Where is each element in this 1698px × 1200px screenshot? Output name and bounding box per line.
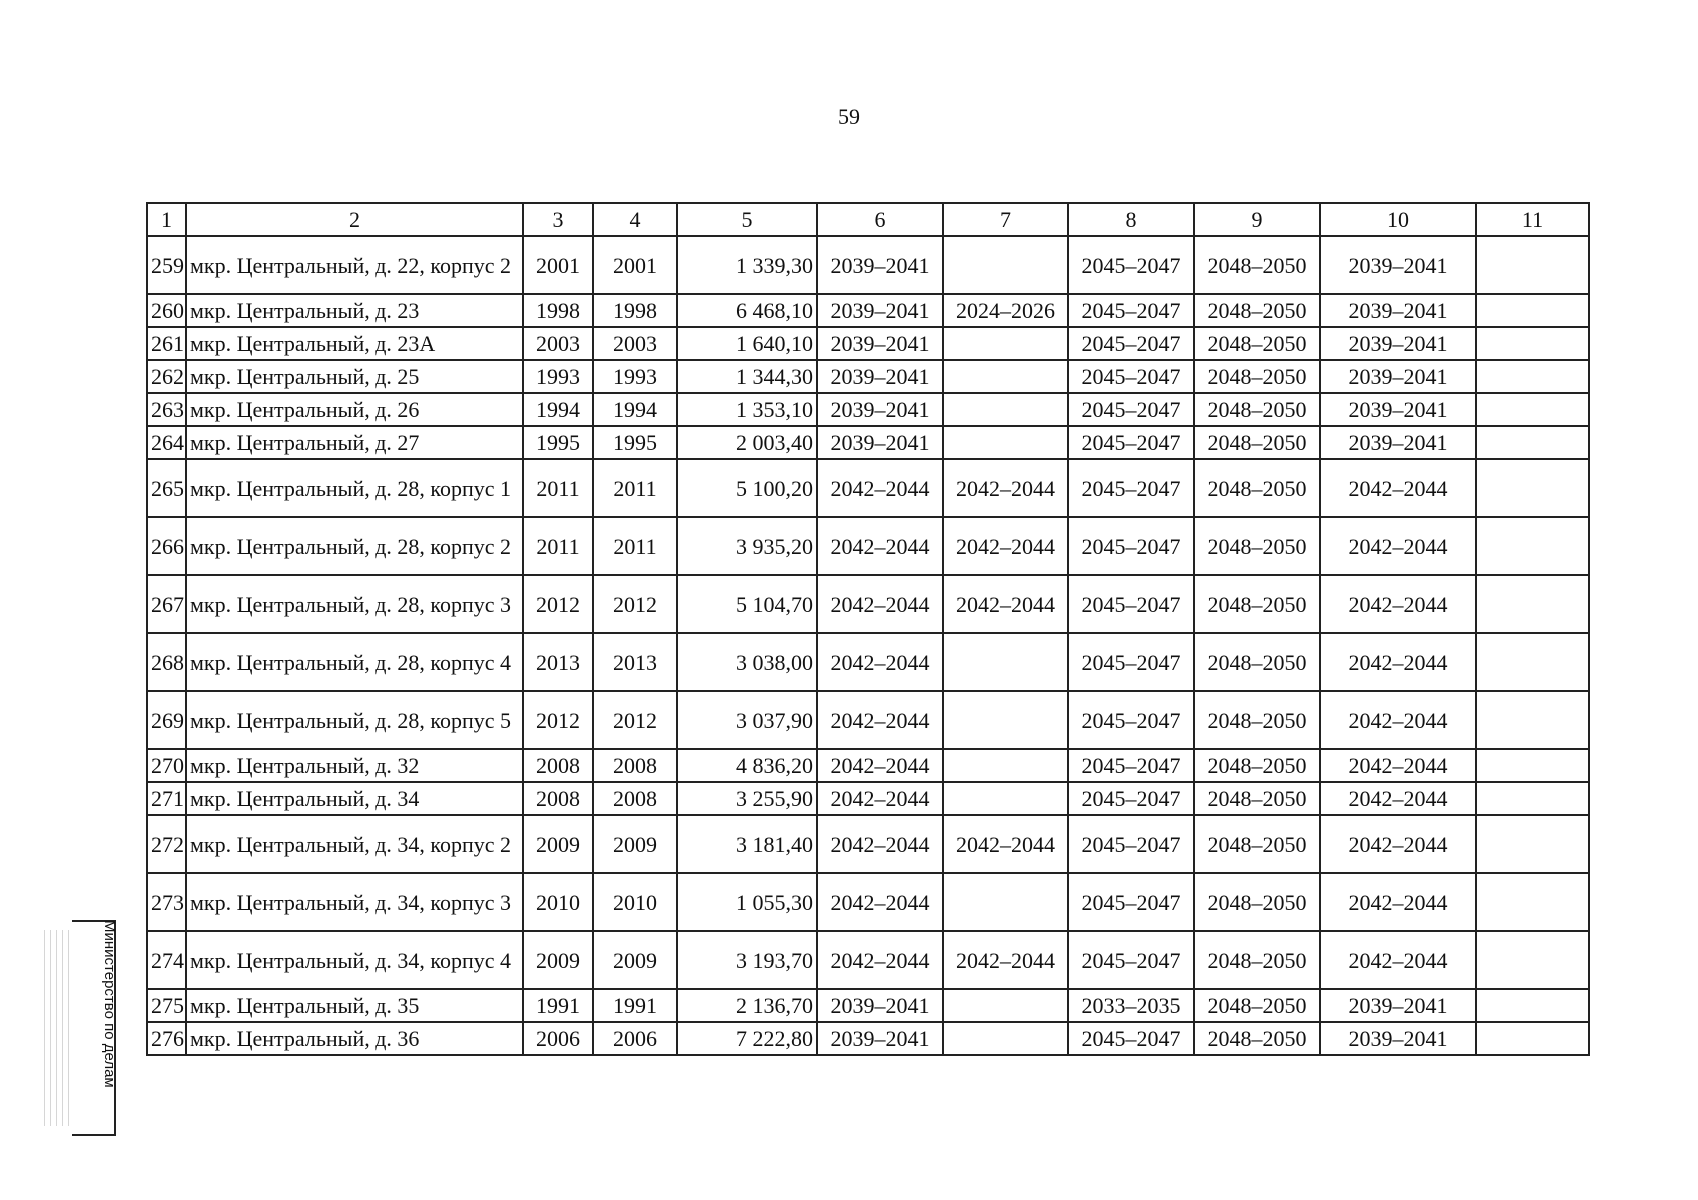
table-row [147, 782, 1589, 815]
col4-year-cell: 1994 [593, 393, 677, 426]
col11-cell [1476, 931, 1589, 989]
col3-year-cell: 2013 [523, 633, 593, 691]
col9-period-cell: 2048–2050 [1194, 327, 1320, 360]
col4-year-cell: 2001 [593, 236, 677, 294]
col8-period-cell: 2045–2047 [1068, 327, 1194, 360]
area-cell: 7 222,80 [677, 1022, 817, 1055]
col7-period-cell [943, 989, 1068, 1022]
header-cell: 5 [677, 203, 817, 236]
col4-year-cell: 1993 [593, 360, 677, 393]
col3-year-cell: 2009 [523, 931, 593, 989]
col7-period-cell [943, 691, 1068, 749]
col3-year-cell: 1991 [523, 989, 593, 1022]
col6-period-cell: 2042–2044 [817, 691, 943, 749]
row-number-cell: 267 [147, 575, 186, 633]
col7-period-cell: 2042–2044 [943, 517, 1068, 575]
col10-period-cell: 2042–2044 [1320, 459, 1476, 517]
col8-period-cell: 2045–2047 [1068, 691, 1194, 749]
address-cell: мкр. Центральный, д. 28, корпус 2 [186, 517, 523, 575]
col11-cell [1476, 873, 1589, 931]
col10-period-cell: 2039–2041 [1320, 236, 1476, 294]
col4-year-cell: 1998 [593, 294, 677, 327]
col4-year-cell: 2010 [593, 873, 677, 931]
stamp-faded-lines [44, 930, 70, 1126]
row-number-cell: 275 [147, 989, 186, 1022]
col11-cell [1476, 236, 1589, 294]
col11-cell [1476, 815, 1589, 873]
col3-year-cell: 2012 [523, 575, 593, 633]
header-cell: 9 [1194, 203, 1320, 236]
col9-period-cell: 2048–2050 [1194, 815, 1320, 873]
row-number-cell: 276 [147, 1022, 186, 1055]
address-cell: мкр. Центральный, д. 26 [186, 393, 523, 426]
table-row [147, 575, 1589, 633]
col6-period-cell: 2039–2041 [817, 327, 943, 360]
col4-year-cell: 2008 [593, 782, 677, 815]
area-cell: 3 038,00 [677, 633, 817, 691]
col9-period-cell: 2048–2050 [1194, 782, 1320, 815]
col3-year-cell: 2003 [523, 327, 593, 360]
col7-period-cell [943, 393, 1068, 426]
col9-period-cell: 2048–2050 [1194, 517, 1320, 575]
area-cell: 1 344,30 [677, 360, 817, 393]
col7-period-cell [943, 426, 1068, 459]
col7-period-cell [943, 873, 1068, 931]
col8-period-cell: 2045–2047 [1068, 393, 1194, 426]
col6-period-cell: 2039–2041 [817, 1022, 943, 1055]
col8-period-cell: 2045–2047 [1068, 236, 1194, 294]
row-number-cell: 264 [147, 426, 186, 459]
col10-period-cell: 2039–2041 [1320, 426, 1476, 459]
col11-cell [1476, 633, 1589, 691]
table-row [147, 873, 1589, 931]
col4-year-cell: 2006 [593, 1022, 677, 1055]
col10-period-cell: 2039–2041 [1320, 1022, 1476, 1055]
col6-period-cell: 2042–2044 [817, 782, 943, 815]
col11-cell [1476, 1022, 1589, 1055]
col6-period-cell: 2042–2044 [817, 749, 943, 782]
col4-year-cell: 2012 [593, 575, 677, 633]
housing-register-table [146, 202, 1590, 1056]
col4-year-cell: 1991 [593, 989, 677, 1022]
col11-cell [1476, 575, 1589, 633]
area-cell: 2 136,70 [677, 989, 817, 1022]
col8-period-cell: 2033–2035 [1068, 989, 1194, 1022]
col6-period-cell: 2042–2044 [817, 931, 943, 989]
address-cell: мкр. Центральный, д. 25 [186, 360, 523, 393]
address-cell: мкр. Центральный, д. 36 [186, 1022, 523, 1055]
row-number-cell: 268 [147, 633, 186, 691]
col10-period-cell: 2039–2041 [1320, 294, 1476, 327]
col6-period-cell: 2042–2044 [817, 459, 943, 517]
address-cell: мкр. Центральный, д. 27 [186, 426, 523, 459]
area-cell: 3 037,90 [677, 691, 817, 749]
col6-period-cell: 2042–2044 [817, 633, 943, 691]
col9-period-cell: 2048–2050 [1194, 931, 1320, 989]
col7-period-cell [943, 749, 1068, 782]
col9-period-cell: 2048–2050 [1194, 691, 1320, 749]
col11-cell [1476, 782, 1589, 815]
table-row [147, 633, 1589, 691]
row-number-cell: 262 [147, 360, 186, 393]
col6-period-cell: 2039–2041 [817, 294, 943, 327]
table-row [147, 749, 1589, 782]
col3-year-cell: 2012 [523, 691, 593, 749]
area-cell: 3 181,40 [677, 815, 817, 873]
area-cell: 1 055,30 [677, 873, 817, 931]
table-row [147, 360, 1589, 393]
area-cell: 3 935,20 [677, 517, 817, 575]
row-number-cell: 261 [147, 327, 186, 360]
col11-cell [1476, 517, 1589, 575]
address-cell: мкр. Центральный, д. 28, корпус 3 [186, 575, 523, 633]
col4-year-cell: 1995 [593, 426, 677, 459]
col7-period-cell [943, 327, 1068, 360]
col6-period-cell: 2039–2041 [817, 236, 943, 294]
col6-period-cell: 2042–2044 [817, 815, 943, 873]
table-row [147, 459, 1589, 517]
header-cell: 7 [943, 203, 1068, 236]
col9-period-cell: 2048–2050 [1194, 360, 1320, 393]
area-cell: 1 339,30 [677, 236, 817, 294]
address-cell: мкр. Центральный, д. 28, корпус 4 [186, 633, 523, 691]
col6-period-cell: 2042–2044 [817, 517, 943, 575]
col7-period-cell [943, 633, 1068, 691]
col6-period-cell: 2039–2041 [817, 989, 943, 1022]
col3-year-cell: 2009 [523, 815, 593, 873]
col4-year-cell: 2011 [593, 459, 677, 517]
area-cell: 6 468,10 [677, 294, 817, 327]
col9-period-cell: 2048–2050 [1194, 873, 1320, 931]
col8-period-cell: 2045–2047 [1068, 749, 1194, 782]
header-cell: 11 [1476, 203, 1589, 236]
col7-period-cell: 2042–2044 [943, 931, 1068, 989]
col8-period-cell: 2045–2047 [1068, 459, 1194, 517]
row-number-cell: 271 [147, 782, 186, 815]
col8-period-cell: 2045–2047 [1068, 633, 1194, 691]
area-cell: 4 836,20 [677, 749, 817, 782]
col11-cell [1476, 459, 1589, 517]
col9-period-cell: 2048–2050 [1194, 989, 1320, 1022]
col6-period-cell: 2039–2041 [817, 426, 943, 459]
col9-period-cell: 2048–2050 [1194, 393, 1320, 426]
col9-period-cell: 2048–2050 [1194, 633, 1320, 691]
table-row [147, 1022, 1589, 1055]
page-number: 59 [838, 104, 860, 129]
address-cell: мкр. Центральный, д. 34, корпус 2 [186, 815, 523, 873]
col8-period-cell: 2045–2047 [1068, 294, 1194, 327]
col4-year-cell: 2009 [593, 931, 677, 989]
col10-period-cell: 2042–2044 [1320, 749, 1476, 782]
area-cell: 3 193,70 [677, 931, 817, 989]
col7-period-cell: 2042–2044 [943, 575, 1068, 633]
row-number-cell: 269 [147, 691, 186, 749]
col7-period-cell [943, 360, 1068, 393]
table-row [147, 691, 1589, 749]
header-cell: 4 [593, 203, 677, 236]
col8-period-cell: 2045–2047 [1068, 782, 1194, 815]
row-number-cell: 274 [147, 931, 186, 989]
col10-period-cell: 2042–2044 [1320, 517, 1476, 575]
col10-period-cell: 2039–2041 [1320, 327, 1476, 360]
col10-period-cell: 2039–2041 [1320, 989, 1476, 1022]
address-cell: мкр. Центральный, д. 32 [186, 749, 523, 782]
col9-period-cell: 2048–2050 [1194, 236, 1320, 294]
col7-period-cell [943, 236, 1068, 294]
address-cell: мкр. Центральный, д. 28, корпус 5 [186, 691, 523, 749]
col3-year-cell: 2008 [523, 749, 593, 782]
row-number-cell: 266 [147, 517, 186, 575]
address-cell: мкр. Центральный, д. 28, корпус 1 [186, 459, 523, 517]
table-row [147, 393, 1589, 426]
row-number-cell: 273 [147, 873, 186, 931]
table-row [147, 294, 1589, 327]
col8-period-cell: 2045–2047 [1068, 517, 1194, 575]
area-cell: 2 003,40 [677, 426, 817, 459]
col11-cell [1476, 691, 1589, 749]
col6-period-cell: 2042–2044 [817, 873, 943, 931]
col3-year-cell: 2001 [523, 236, 593, 294]
col11-cell [1476, 294, 1589, 327]
col3-year-cell: 2011 [523, 517, 593, 575]
col3-year-cell: 1998 [523, 294, 593, 327]
row-number-cell: 272 [147, 815, 186, 873]
col3-year-cell: 2006 [523, 1022, 593, 1055]
table-row [147, 426, 1589, 459]
address-cell: мкр. Центральный, д. 34, корпус 4 [186, 931, 523, 989]
col3-year-cell: 1994 [523, 393, 593, 426]
col4-year-cell: 2013 [593, 633, 677, 691]
col9-period-cell: 2048–2050 [1194, 749, 1320, 782]
col4-year-cell: 2011 [593, 517, 677, 575]
address-cell: мкр. Центральный, д. 34, корпус 3 [186, 873, 523, 931]
col11-cell [1476, 327, 1589, 360]
col3-year-cell: 2010 [523, 873, 593, 931]
col9-period-cell: 2048–2050 [1194, 426, 1320, 459]
col8-period-cell: 2045–2047 [1068, 1022, 1194, 1055]
area-cell: 5 104,70 [677, 575, 817, 633]
header-cell: 8 [1068, 203, 1194, 236]
column-number-header-row [147, 203, 1589, 236]
col9-period-cell: 2048–2050 [1194, 294, 1320, 327]
col4-year-cell: 2003 [593, 327, 677, 360]
header-cell: 2 [186, 203, 523, 236]
col10-period-cell: 2039–2041 [1320, 393, 1476, 426]
col10-period-cell: 2042–2044 [1320, 931, 1476, 989]
col8-period-cell: 2045–2047 [1068, 575, 1194, 633]
col8-period-cell: 2045–2047 [1068, 815, 1194, 873]
col8-period-cell: 2045–2047 [1068, 931, 1194, 989]
col4-year-cell: 2009 [593, 815, 677, 873]
row-number-cell: 263 [147, 393, 186, 426]
col10-period-cell: 2042–2044 [1320, 575, 1476, 633]
address-cell: мкр. Центральный, д. 23 [186, 294, 523, 327]
row-number-cell: 260 [147, 294, 186, 327]
address-cell: мкр. Центральный, д. 35 [186, 989, 523, 1022]
col4-year-cell: 2008 [593, 749, 677, 782]
header-cell: 3 [523, 203, 593, 236]
header-cell: 6 [817, 203, 943, 236]
col10-period-cell: 2042–2044 [1320, 782, 1476, 815]
col9-period-cell: 2048–2050 [1194, 575, 1320, 633]
col10-period-cell: 2042–2044 [1320, 691, 1476, 749]
col6-period-cell: 2039–2041 [817, 393, 943, 426]
col10-period-cell: 2042–2044 [1320, 815, 1476, 873]
table-row [147, 327, 1589, 360]
col7-period-cell: 2024–2026 [943, 294, 1068, 327]
col6-period-cell: 2042–2044 [817, 575, 943, 633]
ministry-stamp-text: Министерство по делам [101, 920, 118, 1088]
area-cell: 3 255,90 [677, 782, 817, 815]
area-cell: 5 100,20 [677, 459, 817, 517]
area-cell: 1 640,10 [677, 327, 817, 360]
col7-period-cell [943, 1022, 1068, 1055]
col11-cell [1476, 749, 1589, 782]
col8-period-cell: 2045–2047 [1068, 426, 1194, 459]
header-cell: 10 [1320, 203, 1476, 236]
col11-cell [1476, 426, 1589, 459]
table-row [147, 989, 1589, 1022]
col3-year-cell: 1995 [523, 426, 593, 459]
address-cell: мкр. Центральный, д. 23А [186, 327, 523, 360]
col3-year-cell: 2011 [523, 459, 593, 517]
col8-period-cell: 2045–2047 [1068, 360, 1194, 393]
col11-cell [1476, 989, 1589, 1022]
row-number-cell: 270 [147, 749, 186, 782]
row-number-cell: 259 [147, 236, 186, 294]
col10-period-cell: 2042–2044 [1320, 873, 1476, 931]
col7-period-cell [943, 782, 1068, 815]
col8-period-cell: 2045–2047 [1068, 873, 1194, 931]
col10-period-cell: 2039–2041 [1320, 360, 1476, 393]
col3-year-cell: 1993 [523, 360, 593, 393]
col10-period-cell: 2042–2044 [1320, 633, 1476, 691]
col7-period-cell: 2042–2044 [943, 815, 1068, 873]
table-row [147, 517, 1589, 575]
col9-period-cell: 2048–2050 [1194, 1022, 1320, 1055]
col3-year-cell: 2008 [523, 782, 593, 815]
col11-cell [1476, 360, 1589, 393]
col7-period-cell: 2042–2044 [943, 459, 1068, 517]
address-cell: мкр. Центральный, д. 22, корпус 2 [186, 236, 523, 294]
row-number-cell: 265 [147, 459, 186, 517]
area-cell: 1 353,10 [677, 393, 817, 426]
table-row [147, 815, 1589, 873]
col6-period-cell: 2039–2041 [817, 360, 943, 393]
col4-year-cell: 2012 [593, 691, 677, 749]
address-cell: мкр. Центральный, д. 34 [186, 782, 523, 815]
table-row [147, 931, 1589, 989]
col9-period-cell: 2048–2050 [1194, 459, 1320, 517]
table-row [147, 236, 1589, 294]
header-cell: 1 [147, 203, 186, 236]
col11-cell [1476, 393, 1589, 426]
